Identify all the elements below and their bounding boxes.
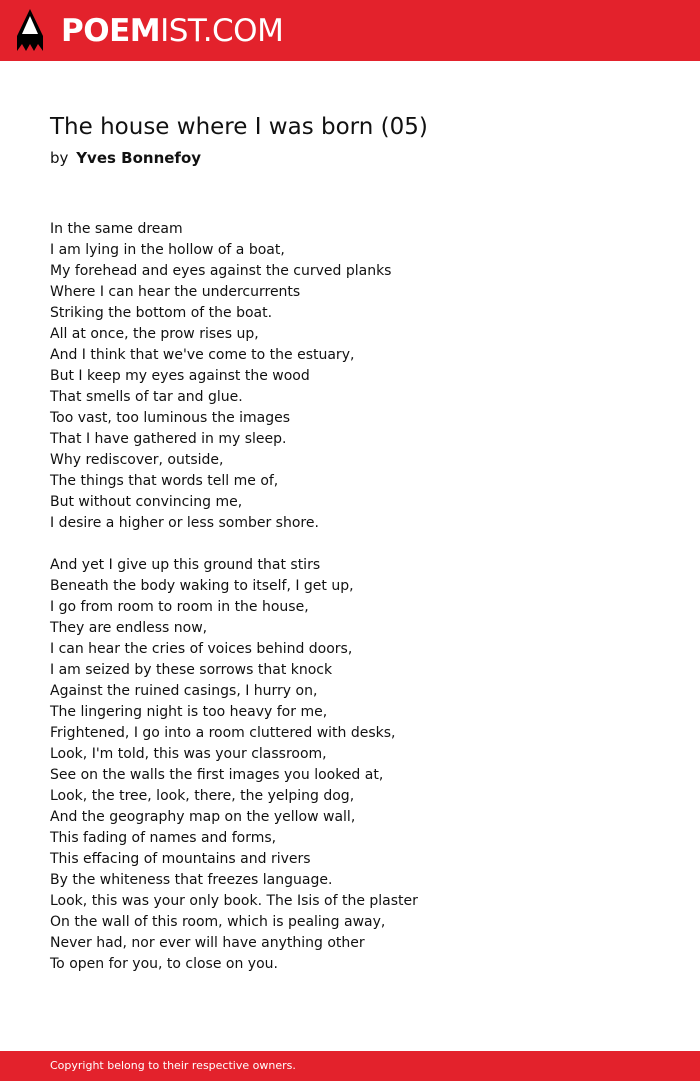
poem-line: Frightened, I go into a room cluttered with desks,	[50, 725, 396, 741]
poem-line: Look, this was your only book. The Isis of the plaster	[50, 893, 418, 909]
poem-line: I desire a higher or less somber shore.	[50, 515, 319, 531]
poem-title: The house where I was born (05)	[50, 114, 428, 140]
stanza	[50, 219, 670, 534]
poem-line: Against the ruined casings, I hurry on,	[50, 683, 318, 699]
poem-line: Too vast, too luminous the images	[50, 410, 291, 426]
poem-line: And yet I give up this ground that stirs	[50, 557, 321, 573]
poem-line: The things that words tell me of,	[50, 473, 279, 489]
poem-line: This effacing of mountains and rivers	[50, 851, 311, 867]
footer-bar	[0, 1051, 700, 1081]
poem-line: I can hear the cries of voices behind doors,	[50, 641, 353, 657]
poem-line: They are endless now,	[50, 620, 208, 636]
author-name: Yves Bonnefoy	[76, 149, 202, 167]
poem-line: To open for you, to close on you.	[50, 956, 278, 972]
poem-line: My forehead and eyes against the curved planks	[50, 263, 392, 279]
poem-line: That smells of tar and glue.	[50, 389, 243, 405]
poem-line: And I think that we've come to the estuary,	[50, 347, 355, 363]
poem-line: I am lying in the hollow of a boat,	[50, 242, 285, 258]
copyright-text: Copyright belong to their respective owners.	[50, 1059, 296, 1072]
poem-line: But I keep my eyes against the wood	[50, 368, 310, 384]
site-logo[interactable]	[61, 12, 283, 50]
poem-line: And the geography map on the yellow wall,	[50, 809, 356, 825]
poem-line: Striking the bottom of the boat.	[50, 305, 273, 321]
poem-line: See on the walls the first images you looked at,	[50, 767, 384, 783]
poem-line: Look, I'm told, this was your classroom,	[50, 746, 327, 762]
poem-line: This fading of names and forms,	[50, 830, 277, 846]
by-label: by	[50, 149, 69, 167]
poem-line: Never had, nor ever will have anything other	[50, 935, 365, 951]
pencil-logo-icon[interactable]	[17, 9, 43, 51]
logo-bold-text: POEM	[61, 13, 161, 49]
stanza	[50, 555, 670, 975]
poem-line: By the whiteness that freezes language.	[50, 872, 333, 888]
poem-line: Where I can hear the undercurrents	[50, 284, 301, 300]
poem-line: All at once, the prow rises up,	[50, 326, 259, 342]
poem-line: Look, the tree, look, there, the yelping dog,	[50, 788, 355, 804]
logo-light-text: IST.COM	[160, 13, 284, 49]
poem-body	[50, 219, 670, 996]
byline	[50, 149, 201, 167]
header-bar	[0, 0, 700, 61]
poem-line: But without convincing me,	[50, 494, 243, 510]
poem-line: I go from room to room in the house,	[50, 599, 309, 615]
poem-line: Why rediscover, outside,	[50, 452, 224, 468]
poem-line: Beneath the body waking to itself, I get up,	[50, 578, 354, 594]
poem-line: That I have gathered in my sleep.	[50, 431, 287, 447]
poem-line: The lingering night is too heavy for me,	[50, 704, 328, 720]
poem-line: In the same dream	[50, 221, 183, 237]
poem-line: On the wall of this room, which is pealing away,	[50, 914, 386, 930]
poem-line: I am seized by these sorrows that knock	[50, 662, 333, 678]
